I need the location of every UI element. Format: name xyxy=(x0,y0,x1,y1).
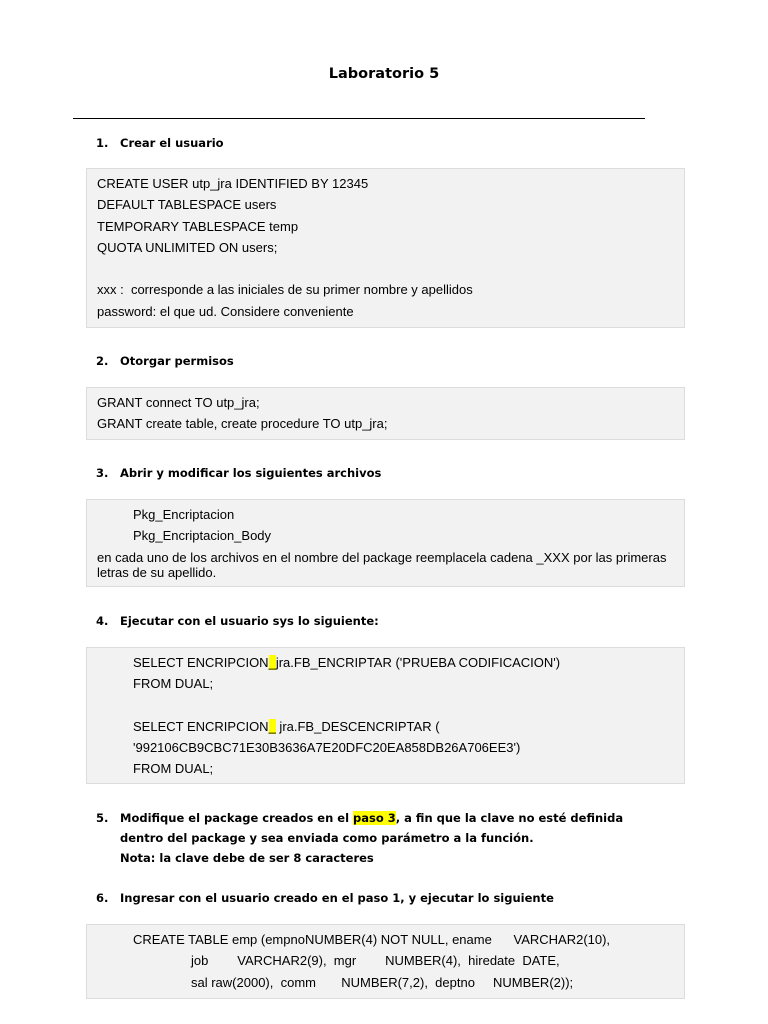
step-number: 6. xyxy=(96,891,109,905)
note-line: password: el que ud. Considere conveniente xyxy=(97,303,354,319)
code-text: SELECT ENCRIPCION xyxy=(133,718,269,734)
step-title: Crear el usuario xyxy=(120,136,224,150)
step-title: Ingresar con el usuario creado en el paso 1, y ejecutar lo siguiente xyxy=(120,891,554,905)
step-2-heading xyxy=(96,351,650,371)
step-number: 5. xyxy=(96,811,109,825)
highlight-paso-3: paso 3 xyxy=(353,811,396,825)
code-text: jra.FB_ENCRIPTAR ('PRUEBA CODIFICACION') xyxy=(275,655,561,670)
step-number: 3. xyxy=(96,466,109,480)
code-line xyxy=(97,716,674,737)
blank-line xyxy=(97,695,674,716)
page-title: Laboratorio 5 xyxy=(328,66,440,82)
code-line: FROM DUAL; xyxy=(133,761,214,777)
step-5-heading xyxy=(96,808,650,868)
title-divider xyxy=(73,118,645,119)
step-3-heading xyxy=(96,463,650,483)
step-text: Modifique el package creados en el xyxy=(120,811,354,825)
code-block-create-user xyxy=(86,168,685,328)
code-block-create-table xyxy=(86,924,685,999)
instruction-text: en cada uno de los archivos en el nombre del package reemplacela cadena _XXX por las primeras letras de su apellido. xyxy=(97,549,667,580)
blank-line xyxy=(97,258,674,279)
code-line: GRANT connect TO utp_jra; xyxy=(97,395,260,410)
code-text: SELECT ENCRIPCION xyxy=(133,655,269,670)
step-number: 4. xyxy=(96,614,109,628)
highlight-mark: _ xyxy=(268,655,276,670)
step-4-heading xyxy=(96,611,650,631)
step-title: Otorgar permisos xyxy=(120,354,234,368)
step-1-heading xyxy=(96,133,650,153)
code-line: TEMPORARY TABLESPACE temp xyxy=(97,218,299,234)
step-note: Nota: la clave debe de ser 8 caracteres xyxy=(120,851,374,865)
code-line: job VARCHAR2(9), mgr NUMBER(4), hiredate DATE, xyxy=(191,953,560,969)
code-line xyxy=(97,652,674,673)
code-line: CREATE USER utp_jra IDENTIFIED BY 12345 xyxy=(97,176,369,191)
code-block-select xyxy=(86,647,685,784)
code-line: QUOTA UNLIMITED ON users; xyxy=(97,239,278,255)
highlight-mark: _ xyxy=(268,718,276,734)
code-block-grant xyxy=(86,387,685,440)
note-line: xxx : corresponde a las iniciales de su primer nombre y apellidos xyxy=(97,282,473,298)
step-number: 2. xyxy=(96,354,109,368)
code-line: '992106CB9CBC71E30B3636A7E20DFC20EA858DB26A706EE3') xyxy=(133,740,521,756)
code-line: FROM DUAL; xyxy=(133,676,214,692)
step-title xyxy=(120,808,650,868)
code-line: sal raw(2000), comm NUMBER(7,2), deptno NUMBER(2)); xyxy=(191,974,574,990)
code-line: CREATE TABLE emp (empnoNUMBER(4) NOT NULL, ename VARCHAR2(10), xyxy=(133,932,611,947)
file-name: Pkg_Encriptacion xyxy=(133,507,235,522)
step-title: Abrir y modificar los siguientes archivos xyxy=(120,466,382,480)
step-6-heading xyxy=(96,888,650,908)
code-text: jra.FB_DESCENCRIPTAR ( xyxy=(275,718,440,734)
file-name: Pkg_Encriptacion_Body xyxy=(133,528,272,544)
code-line: DEFAULT TABLESPACE users xyxy=(97,197,277,213)
step-number: 1. xyxy=(96,136,109,150)
file-list-block xyxy=(86,499,685,587)
step-title: Ejecutar con el usuario sys lo siguiente: xyxy=(120,614,379,628)
code-line: GRANT create table, create procedure TO utp_jra; xyxy=(97,416,388,432)
step-text: , a fin que la clave no esté definida dentro del package y sea enviada como parámetro a la función. xyxy=(120,811,624,845)
